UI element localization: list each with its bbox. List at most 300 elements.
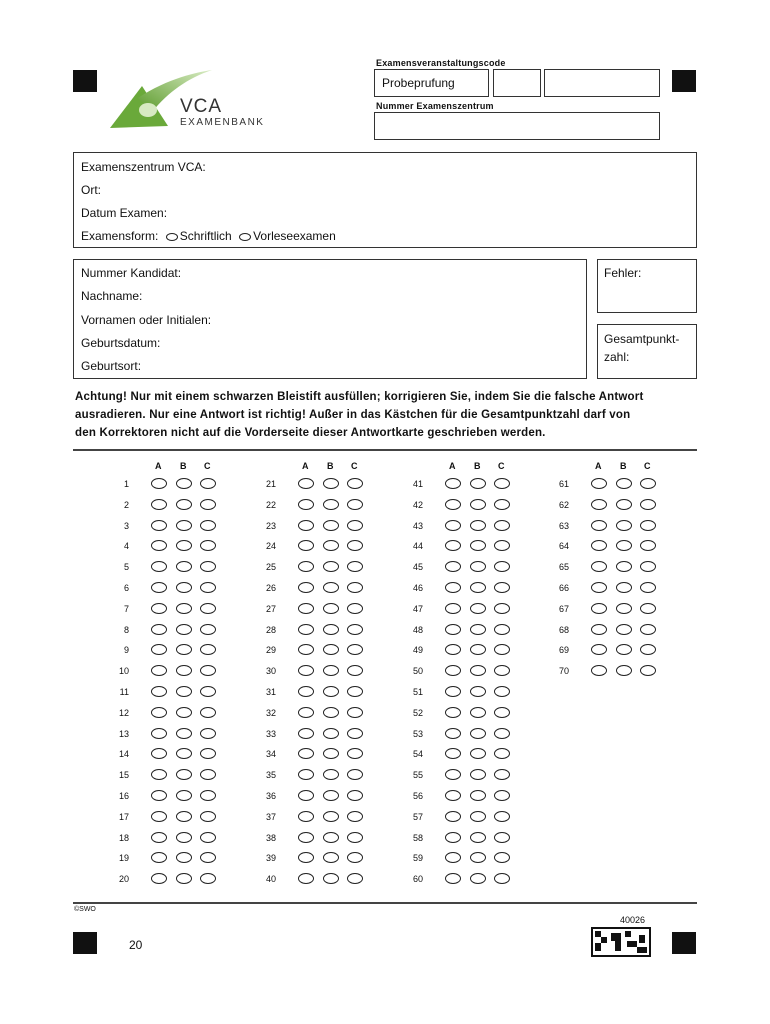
answer-bubble-36-c[interactable] [347, 790, 363, 801]
birthdate-label: Geburtsdatum: [81, 336, 161, 350]
answer-bubble-50-c[interactable] [494, 665, 510, 676]
answer-bubble-27-b[interactable] [323, 603, 339, 614]
question-number: 46 [412, 583, 423, 593]
answer-bubble-60-a[interactable] [445, 873, 461, 884]
question-number: 68 [558, 624, 569, 635]
question-number: 2 [123, 499, 129, 510]
answer-bubble-25-b[interactable] [323, 561, 339, 572]
copyright: ©SWO [74, 906, 96, 913]
answer-bubble-26-c[interactable] [347, 582, 363, 593]
answer-bubble-9-b[interactable] [176, 644, 192, 655]
answer-bubble-50-a[interactable] [445, 665, 461, 676]
firstnames-label: Vornamen oder Initialen: [81, 313, 212, 327]
answer-bubble-6-a[interactable] [151, 582, 167, 593]
question-number: 44 [412, 541, 423, 552]
answer-bubble-67-a[interactable] [591, 603, 607, 614]
question-number: 21 [265, 479, 276, 489]
answer-bubble-40-c[interactable] [347, 873, 363, 884]
answer-bubble-64-b[interactable] [616, 540, 632, 551]
question-number: 36 [265, 791, 276, 801]
answer-bubble-15-a[interactable] [151, 769, 167, 780]
answer-bubble-16-b[interactable] [176, 790, 192, 801]
answer-bubble-42-a[interactable] [445, 499, 461, 510]
answer-bubble-26-b[interactable] [323, 582, 339, 593]
answer-bubble-64-a[interactable] [591, 540, 607, 551]
question-number: 57 [412, 811, 423, 822]
answer-bubble-42-c[interactable] [494, 499, 510, 510]
answer-bubble-23-a[interactable] [298, 520, 314, 531]
answer-bubble-41-c[interactable] [494, 478, 510, 489]
answer-bubble-60-b[interactable] [470, 873, 486, 884]
answer-bubble-35-a[interactable] [298, 769, 314, 780]
answer-bubble-49-c[interactable] [494, 644, 510, 655]
oral-option-label: Vorleseexamen [253, 229, 336, 243]
answer-bubble-28-a[interactable] [298, 624, 314, 635]
answer-bubble-47-a[interactable] [445, 603, 461, 614]
question-number: 69 [558, 645, 569, 656]
answer-bubble-30-c[interactable] [347, 665, 363, 676]
answer-bubble-12-b[interactable] [176, 707, 192, 718]
question-number: 5 [123, 562, 129, 573]
answer-bubble-64-c[interactable] [640, 540, 656, 551]
question-number: 26 [265, 583, 276, 593]
answer-bubble-14-a[interactable] [151, 748, 167, 759]
answer-bubble-40-b[interactable] [323, 873, 339, 884]
answer-bubble-66-b[interactable] [616, 582, 632, 593]
answer-bubble-58-c[interactable] [494, 832, 510, 843]
exam-form-label: Examensform: [81, 229, 159, 243]
answer-bubble-10-c[interactable] [200, 665, 216, 676]
answer-bubble-18-b[interactable] [176, 832, 192, 843]
answer-bubble-47-c[interactable] [494, 603, 510, 614]
answer-bubble-15-b[interactable] [176, 769, 192, 780]
answer-bubble-43-a[interactable] [445, 520, 461, 531]
answer-bubble-48-c[interactable] [494, 624, 510, 635]
answer-bubble-15-c[interactable] [200, 769, 216, 780]
answer-bubble-56-b[interactable] [470, 790, 486, 801]
answer-bubble-59-c[interactable] [494, 852, 510, 863]
answer-bubble-57-b[interactable] [470, 811, 486, 822]
answer-bubble-20-a[interactable] [151, 873, 167, 884]
answer-bubble-36-b[interactable] [323, 790, 339, 801]
answer-bubble-68-a[interactable] [591, 624, 607, 635]
choice-header-c: C [204, 461, 211, 471]
answer-bubble-67-c[interactable] [640, 603, 656, 614]
answer-bubble-18-a[interactable] [151, 832, 167, 843]
answer-bubble-65-a[interactable] [591, 561, 607, 572]
answer-bubble-63-b[interactable] [616, 520, 632, 531]
choice-header-a: A [595, 461, 602, 471]
answer-bubble-7-b[interactable] [176, 603, 192, 614]
question-number: 70 [558, 666, 569, 677]
answer-bubble-27-a[interactable] [298, 603, 314, 614]
answer-bubble-31-a[interactable] [298, 686, 314, 697]
answer-bubble-46-c[interactable] [494, 582, 510, 593]
answer-bubble-62-b[interactable] [616, 499, 632, 510]
answer-bubble-9-a[interactable] [151, 644, 167, 655]
answer-bubble-2-b[interactable] [176, 499, 192, 510]
answer-bubble-33-a[interactable] [298, 728, 314, 739]
answer-bubble-52-b[interactable] [470, 707, 486, 718]
question-number: 67 [558, 603, 569, 614]
answer-bubble-70-a[interactable] [591, 665, 607, 676]
answer-bubble-66-a[interactable] [591, 582, 607, 593]
answer-bubble-62-c[interactable] [640, 499, 656, 510]
answer-bubble-58-a[interactable] [445, 832, 461, 843]
exam-center-label: Examenszentrum VCA: [81, 160, 206, 174]
answer-bubble-2-c[interactable] [200, 499, 216, 510]
answer-bubble-6-c[interactable] [200, 582, 216, 593]
answer-bubble-28-c[interactable] [347, 624, 363, 635]
answer-bubble-11-a[interactable] [151, 686, 167, 697]
question-number: 35 [265, 770, 276, 781]
choice-header-c: C [498, 461, 505, 471]
logo-subtitle: EXAMENBANK [180, 117, 265, 128]
question-number: 51 [412, 687, 423, 697]
answer-bubble-61-c[interactable] [640, 478, 656, 489]
question-number: 8 [123, 624, 129, 635]
answer-bubble-6-b[interactable] [176, 582, 192, 593]
answer-bubble-24-b[interactable] [323, 540, 339, 551]
question-number: 64 [558, 541, 569, 552]
answer-bubble-20-b[interactable] [176, 873, 192, 884]
answer-bubble-24-a[interactable] [298, 540, 314, 551]
question-number: 65 [558, 562, 569, 573]
answer-bubble-37-a[interactable] [298, 811, 314, 822]
answer-bubble-46-a[interactable] [445, 582, 461, 593]
answer-bubble-11-b[interactable] [176, 686, 192, 697]
answer-bubble-33-c[interactable] [347, 728, 363, 739]
answer-bubble-56-c[interactable] [494, 790, 510, 801]
answer-bubble-38-c[interactable] [347, 832, 363, 843]
answer-bubble-53-a[interactable] [445, 728, 461, 739]
choice-header-a: A [449, 461, 456, 471]
answer-bubble-44-b[interactable] [470, 540, 486, 551]
answer-bubble-41-a[interactable] [445, 478, 461, 489]
choice-header-b: B [474, 461, 481, 471]
answer-bubble-13-a[interactable] [151, 728, 167, 739]
answer-bubble-32-b[interactable] [323, 707, 339, 718]
question-number: 48 [412, 624, 423, 635]
answer-bubble-9-c[interactable] [200, 644, 216, 655]
question-number: 61 [558, 479, 569, 489]
question-number: 37 [265, 811, 276, 822]
answer-bubble-17-b[interactable] [176, 811, 192, 822]
answer-bubble-66-c[interactable] [640, 582, 656, 593]
answer-bubble-43-b[interactable] [470, 520, 486, 531]
question-number: 62 [558, 499, 569, 510]
answer-bubble-47-b[interactable] [470, 603, 486, 614]
answer-bubble-60-c[interactable] [494, 873, 510, 884]
center-number-label: Nummer Examenszentrum [376, 101, 494, 111]
answer-bubble-5-c[interactable] [200, 561, 216, 572]
answer-bubble-69-b[interactable] [616, 644, 632, 655]
answer-bubble-23-c[interactable] [347, 520, 363, 531]
answer-bubble-20-c[interactable] [200, 873, 216, 884]
answer-bubble-1-b[interactable] [176, 478, 192, 489]
answer-bubble-57-a[interactable] [445, 811, 461, 822]
answer-bubble-44-c[interactable] [494, 540, 510, 551]
answer-bubble-4-c[interactable] [200, 540, 216, 551]
answer-bubble-8-c[interactable] [200, 624, 216, 635]
answer-bubble-14-c[interactable] [200, 748, 216, 759]
answer-bubble-3-c[interactable] [200, 520, 216, 531]
lastname-label: Nachname: [81, 289, 143, 303]
question-number: 45 [412, 562, 423, 573]
question-number: 33 [265, 728, 276, 739]
answer-bubble-65-b[interactable] [616, 561, 632, 572]
answer-bubble-57-c[interactable] [494, 811, 510, 822]
question-number: 59 [412, 853, 423, 864]
answer-bubble-5-a[interactable] [151, 561, 167, 572]
answer-bubble-51-b[interactable] [470, 686, 486, 697]
question-number: 63 [558, 520, 569, 531]
question-number: 31 [265, 687, 276, 697]
answer-bubble-68-b[interactable] [616, 624, 632, 635]
answer-bubble-10-b[interactable] [176, 665, 192, 676]
answer-bubble-48-b[interactable] [470, 624, 486, 635]
choice-header-a: A [155, 461, 162, 471]
answer-bubble-30-b[interactable] [323, 665, 339, 676]
answer-bubble-69-a[interactable] [591, 644, 607, 655]
question-number: 29 [265, 645, 276, 656]
answer-bubble-49-b[interactable] [470, 644, 486, 655]
answer-bubble-11-c[interactable] [200, 686, 216, 697]
answer-bubble-29-b[interactable] [323, 644, 339, 655]
answer-bubble-28-b[interactable] [323, 624, 339, 635]
answer-bubble-4-b[interactable] [176, 540, 192, 551]
answer-bubble-7-c[interactable] [200, 603, 216, 614]
answer-bubble-10-a[interactable] [151, 665, 167, 676]
answer-bubble-37-c[interactable] [347, 811, 363, 822]
answer-bubble-46-b[interactable] [470, 582, 486, 593]
answer-bubble-16-c[interactable] [200, 790, 216, 801]
answer-bubble-25-c[interactable] [347, 561, 363, 572]
choice-header-b: B [180, 461, 187, 471]
answer-bubble-62-a[interactable] [591, 499, 607, 510]
answer-bubble-4-a[interactable] [151, 540, 167, 551]
answer-bubble-32-c[interactable] [347, 707, 363, 718]
answer-bubble-69-c[interactable] [640, 644, 656, 655]
answer-bubble-44-a[interactable] [445, 540, 461, 551]
answer-bubble-43-c[interactable] [494, 520, 510, 531]
answer-bubble-26-a[interactable] [298, 582, 314, 593]
answer-bubble-29-c[interactable] [347, 644, 363, 655]
answer-bubble-39-b[interactable] [323, 852, 339, 863]
question-number: 19 [118, 853, 129, 864]
answer-bubble-63-a[interactable] [591, 520, 607, 531]
answer-bubble-38-a[interactable] [298, 832, 314, 843]
answer-bubble-2-a[interactable] [151, 499, 167, 510]
exam-code-value: Probeprufung [382, 76, 455, 90]
answer-bubble-39-c[interactable] [347, 852, 363, 863]
answer-bubble-61-b[interactable] [616, 478, 632, 489]
total-score-label-line1: Gesamtpunkt- [604, 332, 680, 346]
answer-bubble-67-b[interactable] [616, 603, 632, 614]
warning-line-2: ausradieren. Nur eine Antwort ist richtig! Außer in das Kästchen für die Gesamtpunktzahl darf von [75, 409, 631, 421]
answer-bubble-55-a[interactable] [445, 769, 461, 780]
answer-bubble-23-b[interactable] [323, 520, 339, 531]
warning-line-3: den Korrektoren nicht auf die Vorderseite dieser Antwortkarte geschrieben werden. [75, 427, 546, 439]
answer-bubble-65-c[interactable] [640, 561, 656, 572]
question-number: 27 [265, 603, 276, 614]
answer-bubble-55-c[interactable] [494, 769, 510, 780]
question-number: 66 [558, 583, 569, 593]
answer-bubble-7-a[interactable] [151, 603, 167, 614]
answer-bubble-37-b[interactable] [323, 811, 339, 822]
answer-bubble-8-a[interactable] [151, 624, 167, 635]
question-number: 54 [412, 749, 423, 760]
answer-bubble-45-c[interactable] [494, 561, 510, 572]
answer-bubble-14-b[interactable] [176, 748, 192, 759]
question-number: 60 [412, 874, 423, 885]
answer-bubble-51-c[interactable] [494, 686, 510, 697]
answer-bubble-13-c[interactable] [200, 728, 216, 739]
question-number: 4 [123, 541, 129, 552]
answer-bubble-21-c[interactable] [347, 478, 363, 489]
answer-bubble-49-a[interactable] [445, 644, 461, 655]
question-number: 9 [123, 645, 129, 656]
choice-header-a: A [302, 461, 309, 471]
answer-bubble-52-a[interactable] [445, 707, 461, 718]
form-code: 40026 [620, 915, 646, 925]
question-number: 11 [119, 687, 129, 697]
question-number: 6 [123, 583, 129, 593]
question-number: 14 [118, 749, 129, 760]
answer-bubble-13-b[interactable] [176, 728, 192, 739]
answer-bubble-16-a[interactable] [151, 790, 167, 801]
answer-bubble-53-c[interactable] [494, 728, 510, 739]
answer-bubble-35-b[interactable] [323, 769, 339, 780]
answer-bubble-25-a[interactable] [298, 561, 314, 572]
answer-bubble-50-b[interactable] [470, 665, 486, 676]
answer-bubble-59-a[interactable] [445, 852, 461, 863]
question-number: 58 [412, 832, 423, 843]
answer-bubble-19-a[interactable] [151, 852, 167, 863]
answer-bubble-41-b[interactable] [470, 478, 486, 489]
place-label: Ort: [81, 183, 101, 197]
question-number: 15 [118, 770, 129, 781]
choice-header-c: C [351, 461, 358, 471]
question-number: 24 [265, 541, 276, 552]
errors-label: Fehler: [604, 266, 642, 280]
answer-bubble-3-b[interactable] [176, 520, 192, 531]
question-number: 13 [118, 728, 129, 739]
question-number: 20 [118, 874, 129, 885]
answer-bubble-53-b[interactable] [470, 728, 486, 739]
answer-bubble-42-b[interactable] [470, 499, 486, 510]
question-number: 38 [265, 832, 276, 843]
answer-bubble-54-c[interactable] [494, 748, 510, 759]
answer-bubble-63-c[interactable] [640, 520, 656, 531]
question-number: 39 [265, 853, 276, 864]
answer-bubble-29-a[interactable] [298, 644, 314, 655]
page-number: 20 [129, 938, 143, 952]
choice-header-b: B [620, 461, 627, 471]
answer-bubble-18-c[interactable] [200, 832, 216, 843]
exam-code-label: Examensveranstaltungscode [376, 58, 506, 68]
answer-bubble-59-b[interactable] [470, 852, 486, 863]
answer-bubble-8-b[interactable] [176, 624, 192, 635]
answer-bubble-34-a[interactable] [298, 748, 314, 759]
question-number: 41 [412, 479, 423, 489]
answer-bubble-32-a[interactable] [298, 707, 314, 718]
answer-bubble-68-c[interactable] [640, 624, 656, 635]
question-number: 56 [412, 791, 423, 801]
answer-bubble-1-c[interactable] [200, 478, 216, 489]
barcode-icon [591, 927, 651, 957]
answer-bubble-36-a[interactable] [298, 790, 314, 801]
answer-bubble-45-b[interactable] [470, 561, 486, 572]
question-number: 18 [118, 832, 129, 843]
answer-bubble-39-a[interactable] [298, 852, 314, 863]
question-number: 53 [412, 728, 423, 739]
answer-bubble-33-b[interactable] [323, 728, 339, 739]
answer-bubble-34-c[interactable] [347, 748, 363, 759]
answer-bubble-24-c[interactable] [347, 540, 363, 551]
answer-bubble-22-a[interactable] [298, 499, 314, 510]
answer-bubble-70-c[interactable] [640, 665, 656, 676]
answer-bubble-1-a[interactable] [151, 478, 167, 489]
answer-bubble-5-b[interactable] [176, 561, 192, 572]
answer-bubble-52-c[interactable] [494, 707, 510, 718]
answer-bubble-17-a[interactable] [151, 811, 167, 822]
question-number: 42 [412, 499, 423, 510]
answer-bubble-12-a[interactable] [151, 707, 167, 718]
question-number: 28 [265, 624, 276, 635]
answer-bubble-55-b[interactable] [470, 769, 486, 780]
answer-bubble-54-b[interactable] [470, 748, 486, 759]
question-number: 32 [265, 707, 276, 718]
answer-bubble-31-c[interactable] [347, 686, 363, 697]
answer-bubble-61-a[interactable] [591, 478, 607, 489]
question-number: 22 [265, 499, 276, 510]
question-number: 49 [412, 645, 423, 656]
answer-bubble-27-c[interactable] [347, 603, 363, 614]
answer-bubble-19-c[interactable] [200, 852, 216, 863]
answer-bubble-30-a[interactable] [298, 665, 314, 676]
answer-bubble-54-a[interactable] [445, 748, 461, 759]
answer-bubble-48-a[interactable] [445, 624, 461, 635]
answer-bubble-51-a[interactable] [445, 686, 461, 697]
warning-line-1: Achtung! Nur mit einem schwarzen Bleistift ausfüllen; korrigieren Sie, indem Sie die falsche Antwort [75, 391, 644, 403]
question-number: 40 [265, 874, 276, 885]
question-number: 17 [118, 811, 129, 822]
answer-bubble-35-c[interactable] [347, 769, 363, 780]
question-number: 16 [118, 791, 129, 801]
answer-bubble-3-a[interactable] [151, 520, 167, 531]
answer-bubble-12-c[interactable] [200, 707, 216, 718]
answer-bubble-38-b[interactable] [323, 832, 339, 843]
answer-bubble-21-b[interactable] [323, 478, 339, 489]
answer-bubble-22-b[interactable] [323, 499, 339, 510]
answer-bubble-70-b[interactable] [616, 665, 632, 676]
answer-bubble-22-c[interactable] [347, 499, 363, 510]
question-number: 12 [118, 707, 129, 718]
answer-bubble-34-b[interactable] [323, 748, 339, 759]
answer-bubble-31-b[interactable] [323, 686, 339, 697]
answer-bubble-45-a[interactable] [445, 561, 461, 572]
answer-bubble-40-a[interactable] [298, 873, 314, 884]
answer-bubble-56-a[interactable] [445, 790, 461, 801]
answer-bubble-58-b[interactable] [470, 832, 486, 843]
answer-bubble-17-c[interactable] [200, 811, 216, 822]
question-number: 23 [265, 520, 276, 531]
total-score-label-line2: zahl: [604, 350, 630, 364]
answer-bubble-21-a[interactable] [298, 478, 314, 489]
written-option-label: Schriftlich [179, 229, 232, 243]
answer-bubble-19-b[interactable] [176, 852, 192, 863]
